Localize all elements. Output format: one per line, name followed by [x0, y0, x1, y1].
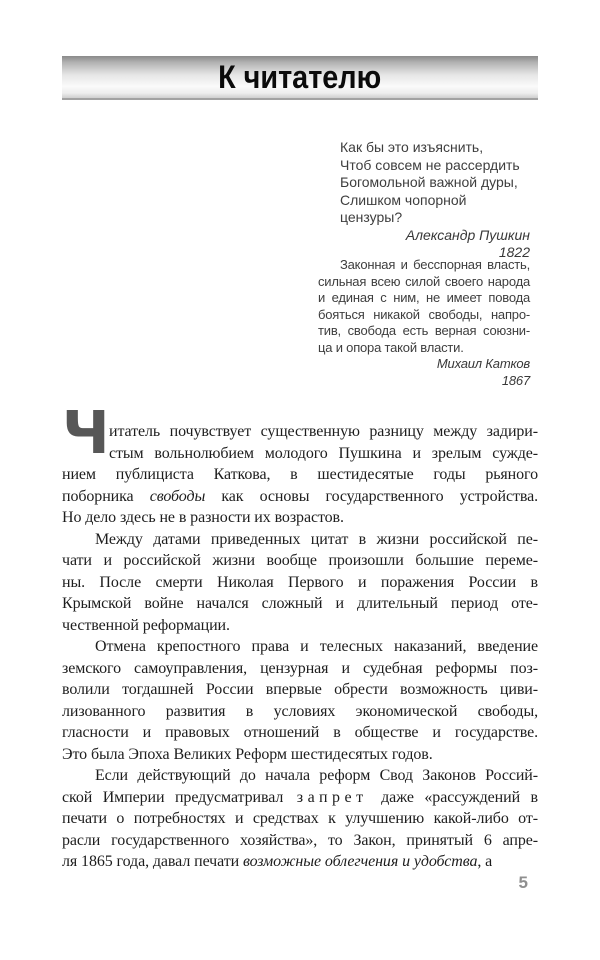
text-segment: чественной реформации.	[62, 616, 230, 634]
text-segment: Между датами приведенных цитат в жизни российской пе-	[95, 530, 538, 548]
attribution-year: 1822	[498, 244, 530, 260]
body-line	[62, 765, 538, 787]
epigraph-line: бояться никакой свободы, напро-	[318, 306, 530, 322]
text-segment: чати и российской жизни вообще произошли большие переме-	[62, 552, 538, 569]
body-line	[62, 679, 538, 701]
text-segment: земского самоуправления, цензурная и судебная реформы поз-	[62, 659, 538, 677]
body-line	[62, 421, 538, 443]
emphasis-text: возможные облегчения и удобства	[242, 853, 478, 870]
body-line	[62, 830, 538, 852]
epigraph-line: Богомольной важной дуры,	[340, 174, 518, 190]
body-line	[62, 658, 538, 680]
emphasis-text: свободы	[149, 487, 206, 505]
page-number: 5	[518, 873, 528, 892]
drop-cap-letter: Ч	[62, 398, 110, 467]
body-line	[62, 808, 538, 830]
body-line	[62, 529, 538, 551]
drop-cap	[62, 398, 110, 467]
text-segment: даже «рассуждений в	[370, 788, 538, 806]
text-segment: поборника	[62, 487, 150, 505]
text-segment: Если действующий до начала реформ Свод Законов Россий-	[95, 767, 538, 784]
page-title: К читателю	[218, 58, 382, 95]
body-line	[62, 572, 538, 594]
epigraph-line: и единая с ним, не имеет повода	[318, 290, 530, 305]
paragraph	[62, 529, 538, 637]
text-segment: расли государственного хозяйства», то Закон, принятый 6 апре-	[62, 831, 538, 849]
body-line	[62, 744, 538, 766]
epigraph-quote	[318, 257, 530, 356]
body-line	[62, 443, 538, 465]
body-line	[62, 507, 538, 529]
epigraph-line: Как бы это изъяснить,	[340, 139, 484, 155]
epigraph-pushkin	[340, 139, 530, 262]
epigraph-line: сильная всею силой своего народа	[318, 273, 530, 289]
text-segment: лизованного развития в условиях экономической свободы,	[62, 702, 538, 720]
body-line	[62, 851, 538, 873]
text-segment: печати о потребностях и средствах к улучшению какой-либо от-	[62, 810, 538, 827]
epigraph-line: Законная и бесспорная власть,	[340, 257, 530, 272]
body-line	[62, 722, 538, 744]
attribution-year: 1867	[501, 372, 530, 388]
body-line	[62, 787, 538, 809]
epigraph-line: тив, свобода есть верная союзни-	[318, 323, 530, 338]
text-segment: Отмена крепостного права и телесных наказаний, введение	[95, 638, 538, 655]
text-segment: гласности и правовых отношений в обществе и государстве.	[62, 724, 538, 741]
epigraph-line: ца и опора такой власти.	[318, 339, 464, 355]
epigraph-katkov	[318, 257, 530, 389]
epigraph-line: Чтоб совсем не рассердить	[340, 156, 520, 173]
text-segment: стым вольнолюбием молодого Пушкина и зрелым сужде-	[109, 444, 538, 462]
text-segment: , а	[477, 853, 493, 870]
body-line	[62, 464, 538, 486]
epigraph-line: Слишком чопорной цензуры?	[340, 191, 467, 225]
text-segment: Крымской войне начался сложный и длительный период оте-	[62, 595, 538, 612]
body-line	[62, 701, 538, 723]
body-text	[62, 398, 538, 873]
paragraph	[62, 765, 538, 873]
paragraph	[62, 636, 538, 765]
attribution-author: Михаил Катков	[436, 356, 530, 371]
text-segment: Но дело здесь не в разности их возрастов.	[62, 509, 344, 526]
body-line	[62, 636, 538, 658]
paragraph	[62, 398, 538, 529]
text-segment: ны. После смерти Николая Первого и поражения России в	[62, 573, 538, 591]
body-line	[62, 615, 538, 637]
text-segment: как основы государственного устройства.	[205, 487, 538, 505]
body-line	[62, 593, 538, 615]
text-segment: нием публициста Каткова, в шестидесятые годы рьяного	[62, 466, 538, 483]
epigraph-quote	[340, 139, 530, 227]
body-line	[62, 550, 538, 572]
body-line	[62, 486, 538, 508]
text-segment: ля 1865 года, давал печати	[62, 853, 243, 870]
text-segment: волили тогдашней России впервые обрести возможность циви-	[62, 681, 538, 698]
letterspaced-text: запрет	[296, 788, 368, 806]
text-segment: итатель почувствует существенную разницу между задири-	[109, 423, 538, 440]
chapter-header-banner	[62, 56, 538, 100]
text-segment: ской Империи предусматривал	[62, 788, 294, 806]
attribution-author: Александр Пушкин	[405, 226, 530, 243]
text-segment: Это была Эпоха Великих Реформ шестидесятых годов.	[62, 745, 433, 763]
